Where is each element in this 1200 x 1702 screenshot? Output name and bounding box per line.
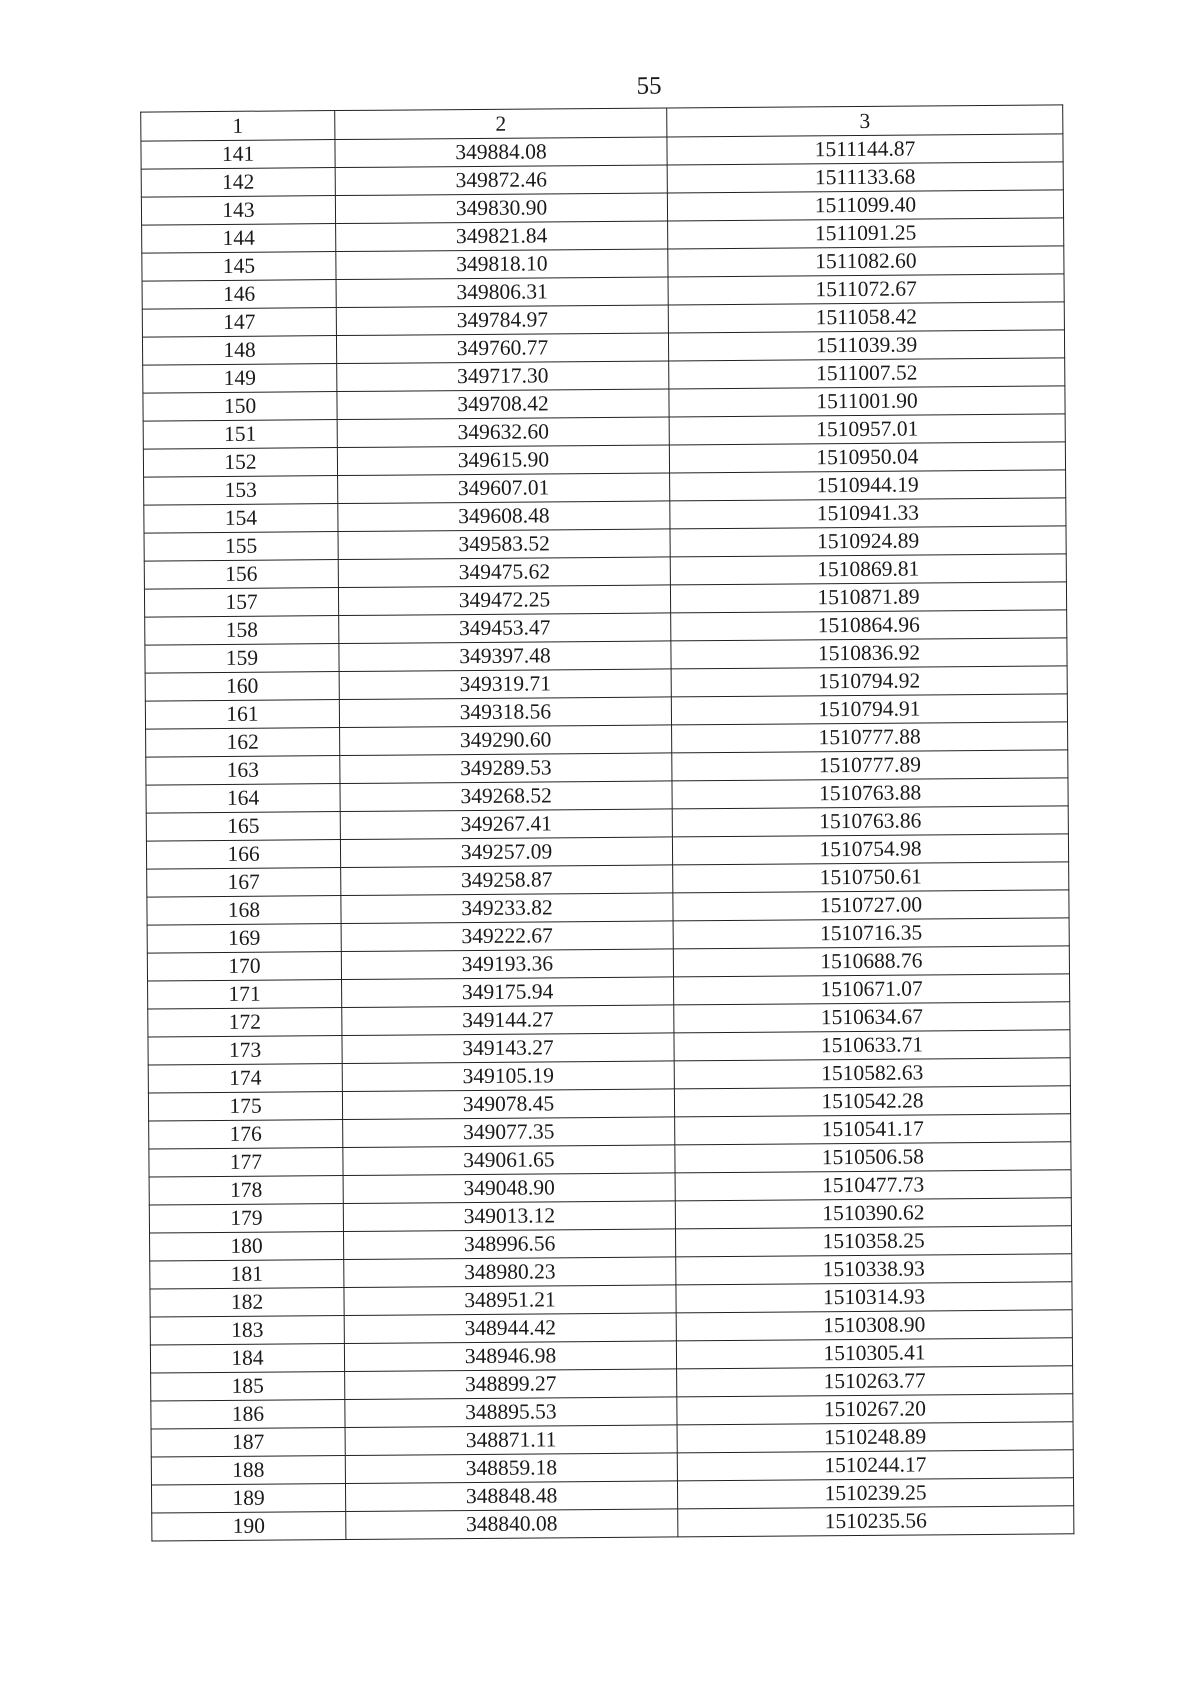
- point-number-cell: 181: [150, 1260, 344, 1290]
- coordinate-x-cell: 349048.90: [343, 1173, 675, 1204]
- point-number-cell: 143: [141, 196, 335, 226]
- coordinate-x-cell: 349144.27: [342, 1005, 674, 1036]
- coordinate-x-cell: 349708.42: [337, 389, 669, 420]
- coordinate-y-cell: 1510763.88: [672, 778, 1068, 809]
- column-header-3: 3: [667, 105, 1063, 137]
- point-number-cell: 149: [143, 364, 337, 394]
- point-number-cell: 144: [142, 224, 336, 254]
- coordinate-y-cell: 1510541.17: [675, 1114, 1071, 1145]
- point-number-cell: 166: [146, 840, 340, 870]
- coordinates-table: [140, 104, 1074, 1541]
- table-row: [152, 1506, 1074, 1541]
- coordinate-y-cell: 1510836.92: [671, 638, 1067, 669]
- point-number-cell: 186: [151, 1400, 345, 1430]
- point-number-cell: 175: [148, 1092, 342, 1122]
- coordinate-x-cell: 349193.36: [341, 949, 673, 980]
- point-number-cell: 152: [143, 448, 337, 478]
- point-number-cell: 151: [143, 420, 337, 450]
- coordinate-x-cell: 348944.42: [344, 1313, 676, 1344]
- coordinate-x-cell: 349175.94: [342, 977, 674, 1008]
- coordinate-y-cell: 1510305.41: [676, 1338, 1072, 1369]
- coordinate-y-cell: 1510794.92: [671, 666, 1067, 697]
- point-number-cell: 146: [142, 280, 336, 310]
- coordinate-x-cell: 349077.35: [343, 1117, 675, 1148]
- point-number-cell: 163: [146, 756, 340, 786]
- coordinate-y-cell: 1510941.33: [670, 498, 1066, 529]
- point-number-cell: 174: [148, 1064, 342, 1094]
- coordinate-x-cell: 349472.25: [338, 585, 670, 616]
- point-number-cell: 148: [142, 336, 336, 366]
- point-number-cell: 172: [148, 1008, 342, 1038]
- coordinate-y-cell: 1511058.42: [668, 302, 1064, 333]
- coordinate-x-cell: 349318.56: [339, 697, 671, 728]
- coordinate-x-cell: 349289.53: [340, 753, 672, 784]
- coordinate-y-cell: 1510871.89: [670, 582, 1066, 613]
- coordinate-y-cell: 1511144.87: [667, 134, 1063, 165]
- coordinate-y-cell: 1510267.20: [677, 1394, 1073, 1425]
- coordinate-y-cell: 1510358.25: [675, 1226, 1071, 1257]
- coordinate-x-cell: 348895.53: [345, 1397, 677, 1428]
- coordinate-y-cell: 1510869.81: [670, 554, 1066, 585]
- coordinate-x-cell: 349760.77: [336, 333, 668, 364]
- coordinate-x-cell: 349821.84: [336, 221, 668, 252]
- coordinate-y-cell: 1510338.93: [676, 1254, 1072, 1285]
- coordinate-x-cell: 349608.48: [338, 501, 670, 532]
- point-number-cell: 156: [144, 560, 338, 590]
- coordinate-x-cell: 349222.67: [341, 921, 673, 952]
- point-number-cell: 176: [149, 1120, 343, 1150]
- coordinate-y-cell: 1510248.89: [677, 1422, 1073, 1453]
- coordinate-y-cell: 1510794.91: [671, 694, 1067, 725]
- point-number-cell: 157: [144, 588, 338, 618]
- coordinate-x-cell: 349267.41: [340, 809, 672, 840]
- point-number-cell: 158: [145, 616, 339, 646]
- coordinate-y-cell: 1510777.89: [672, 750, 1068, 781]
- point-number-cell: 185: [151, 1372, 345, 1402]
- coordinate-x-cell: 349884.08: [335, 137, 667, 168]
- coordinate-y-cell: 1511099.40: [667, 190, 1063, 221]
- point-number-cell: 179: [149, 1204, 343, 1234]
- coordinate-x-cell: 348871.11: [345, 1425, 677, 1456]
- coordinate-x-cell: 348859.18: [345, 1453, 677, 1484]
- page-number: 55: [636, 72, 662, 100]
- coordinate-x-cell: 349397.48: [339, 641, 671, 672]
- coordinate-x-cell: 348848.48: [345, 1481, 677, 1512]
- coordinate-x-cell: 349632.60: [337, 417, 669, 448]
- coordinate-y-cell: 1510263.77: [677, 1366, 1073, 1397]
- coordinate-y-cell: 1510763.86: [672, 806, 1068, 837]
- coordinate-x-cell: 349717.30: [337, 361, 669, 392]
- coordinate-x-cell: 349453.47: [339, 613, 671, 644]
- point-number-cell: 190: [152, 1512, 346, 1542]
- column-header-2: 2: [335, 108, 667, 140]
- coordinate-x-cell: 349013.12: [343, 1201, 675, 1232]
- coordinate-y-cell: 1510506.58: [675, 1142, 1071, 1173]
- coordinate-x-cell: 349143.27: [342, 1033, 674, 1064]
- point-number-cell: 155: [144, 532, 338, 562]
- point-number-cell: 165: [146, 812, 340, 842]
- coordinate-x-cell: 348899.27: [345, 1369, 677, 1400]
- coordinate-y-cell: 1511133.68: [667, 162, 1063, 193]
- coordinate-x-cell: 349475.62: [338, 557, 670, 588]
- coordinate-y-cell: 1510944.19: [670, 470, 1066, 501]
- point-number-cell: 159: [145, 644, 339, 674]
- point-number-cell: 171: [148, 980, 342, 1010]
- coordinate-y-cell: 1510950.04: [669, 442, 1065, 473]
- coordinate-x-cell: 348980.23: [344, 1257, 676, 1288]
- coordinate-x-cell: 349784.97: [336, 305, 668, 336]
- coordinate-y-cell: 1510688.76: [673, 946, 1069, 977]
- point-number-cell: 141: [141, 140, 335, 170]
- column-header-1: 1: [141, 111, 335, 142]
- coordinate-y-cell: 1511001.90: [669, 386, 1065, 417]
- coordinates-table-container: [140, 104, 1073, 1541]
- coordinate-y-cell: 1511039.39: [668, 330, 1064, 361]
- point-number-cell: 187: [151, 1428, 345, 1458]
- point-number-cell: 167: [147, 868, 341, 898]
- coordinate-y-cell: 1510542.28: [674, 1086, 1070, 1117]
- coordinate-y-cell: 1510727.00: [673, 890, 1069, 921]
- coordinate-y-cell: 1510864.96: [671, 610, 1067, 641]
- coordinate-x-cell: 349607.01: [338, 473, 670, 504]
- coordinate-y-cell: 1510777.88: [672, 722, 1068, 753]
- coordinate-y-cell: 1510634.67: [674, 1002, 1070, 1033]
- coordinate-x-cell: 349105.19: [342, 1061, 674, 1092]
- coordinate-x-cell: 348840.08: [346, 1509, 678, 1540]
- coordinate-x-cell: 349830.90: [335, 193, 667, 224]
- coordinate-x-cell: 349818.10: [336, 249, 668, 280]
- point-number-cell: 161: [145, 700, 339, 730]
- coordinate-y-cell: 1510924.89: [670, 526, 1066, 557]
- point-number-cell: 173: [148, 1036, 342, 1066]
- point-number-cell: 145: [142, 252, 336, 282]
- coordinate-y-cell: 1510244.17: [677, 1450, 1073, 1481]
- coordinate-y-cell: 1510754.98: [672, 834, 1068, 865]
- coordinate-x-cell: 348951.21: [344, 1285, 676, 1316]
- coordinate-x-cell: 349268.52: [340, 781, 672, 812]
- coordinate-x-cell: 348946.98: [344, 1341, 676, 1372]
- coordinate-x-cell: 349257.09: [340, 837, 672, 868]
- table-body: [141, 105, 1074, 1541]
- point-number-cell: 178: [149, 1176, 343, 1206]
- point-number-cell: 162: [146, 728, 340, 758]
- coordinate-y-cell: 1511091.25: [668, 218, 1064, 249]
- coordinate-y-cell: 1510957.01: [669, 414, 1065, 445]
- coordinate-x-cell: 349319.71: [339, 669, 671, 700]
- coordinate-x-cell: 349290.60: [340, 725, 672, 756]
- coordinate-x-cell: 349061.65: [343, 1145, 675, 1176]
- point-number-cell: 160: [145, 672, 339, 702]
- point-number-cell: 188: [151, 1456, 345, 1486]
- coordinate-x-cell: 349258.87: [341, 865, 673, 896]
- coordinate-y-cell: 1511072.67: [668, 274, 1064, 305]
- point-number-cell: 154: [144, 504, 338, 534]
- point-number-cell: 170: [147, 952, 341, 982]
- coordinate-x-cell: 349583.52: [338, 529, 670, 560]
- coordinate-x-cell: 349233.82: [341, 893, 673, 924]
- coordinate-x-cell: 348996.56: [344, 1229, 676, 1260]
- point-number-cell: 147: [142, 308, 336, 338]
- coordinate-y-cell: 1510390.62: [675, 1198, 1071, 1229]
- point-number-cell: 180: [150, 1232, 344, 1262]
- coordinate-y-cell: 1510671.07: [674, 974, 1070, 1005]
- point-number-cell: 153: [144, 476, 338, 506]
- point-number-cell: 182: [150, 1288, 344, 1318]
- point-number-cell: 168: [147, 896, 341, 926]
- coordinate-x-cell: 349615.90: [337, 445, 669, 476]
- coordinate-y-cell: 1510716.35: [673, 918, 1069, 949]
- coordinate-y-cell: 1511082.60: [668, 246, 1064, 277]
- coordinate-y-cell: 1511007.52: [669, 358, 1065, 389]
- coordinate-y-cell: 1510582.63: [674, 1058, 1070, 1089]
- coordinate-y-cell: 1510750.61: [673, 862, 1069, 893]
- coordinate-y-cell: 1510633.71: [674, 1030, 1070, 1061]
- coordinate-y-cell: 1510308.90: [676, 1310, 1072, 1341]
- coordinate-x-cell: 349806.31: [336, 277, 668, 308]
- point-number-cell: 189: [151, 1484, 345, 1514]
- coordinate-x-cell: 349872.46: [335, 165, 667, 196]
- point-number-cell: 184: [150, 1344, 344, 1374]
- coordinate-x-cell: 349078.45: [342, 1089, 674, 1120]
- coordinate-y-cell: 1510239.25: [677, 1478, 1073, 1509]
- point-number-cell: 169: [147, 924, 341, 954]
- coordinate-y-cell: 1510235.56: [678, 1506, 1074, 1537]
- point-number-cell: 164: [146, 784, 340, 814]
- point-number-cell: 142: [141, 168, 335, 198]
- point-number-cell: 183: [150, 1316, 344, 1346]
- coordinate-y-cell: 1510477.73: [675, 1170, 1071, 1201]
- point-number-cell: 177: [149, 1148, 343, 1178]
- point-number-cell: 150: [143, 392, 337, 422]
- coordinate-y-cell: 1510314.93: [676, 1282, 1072, 1313]
